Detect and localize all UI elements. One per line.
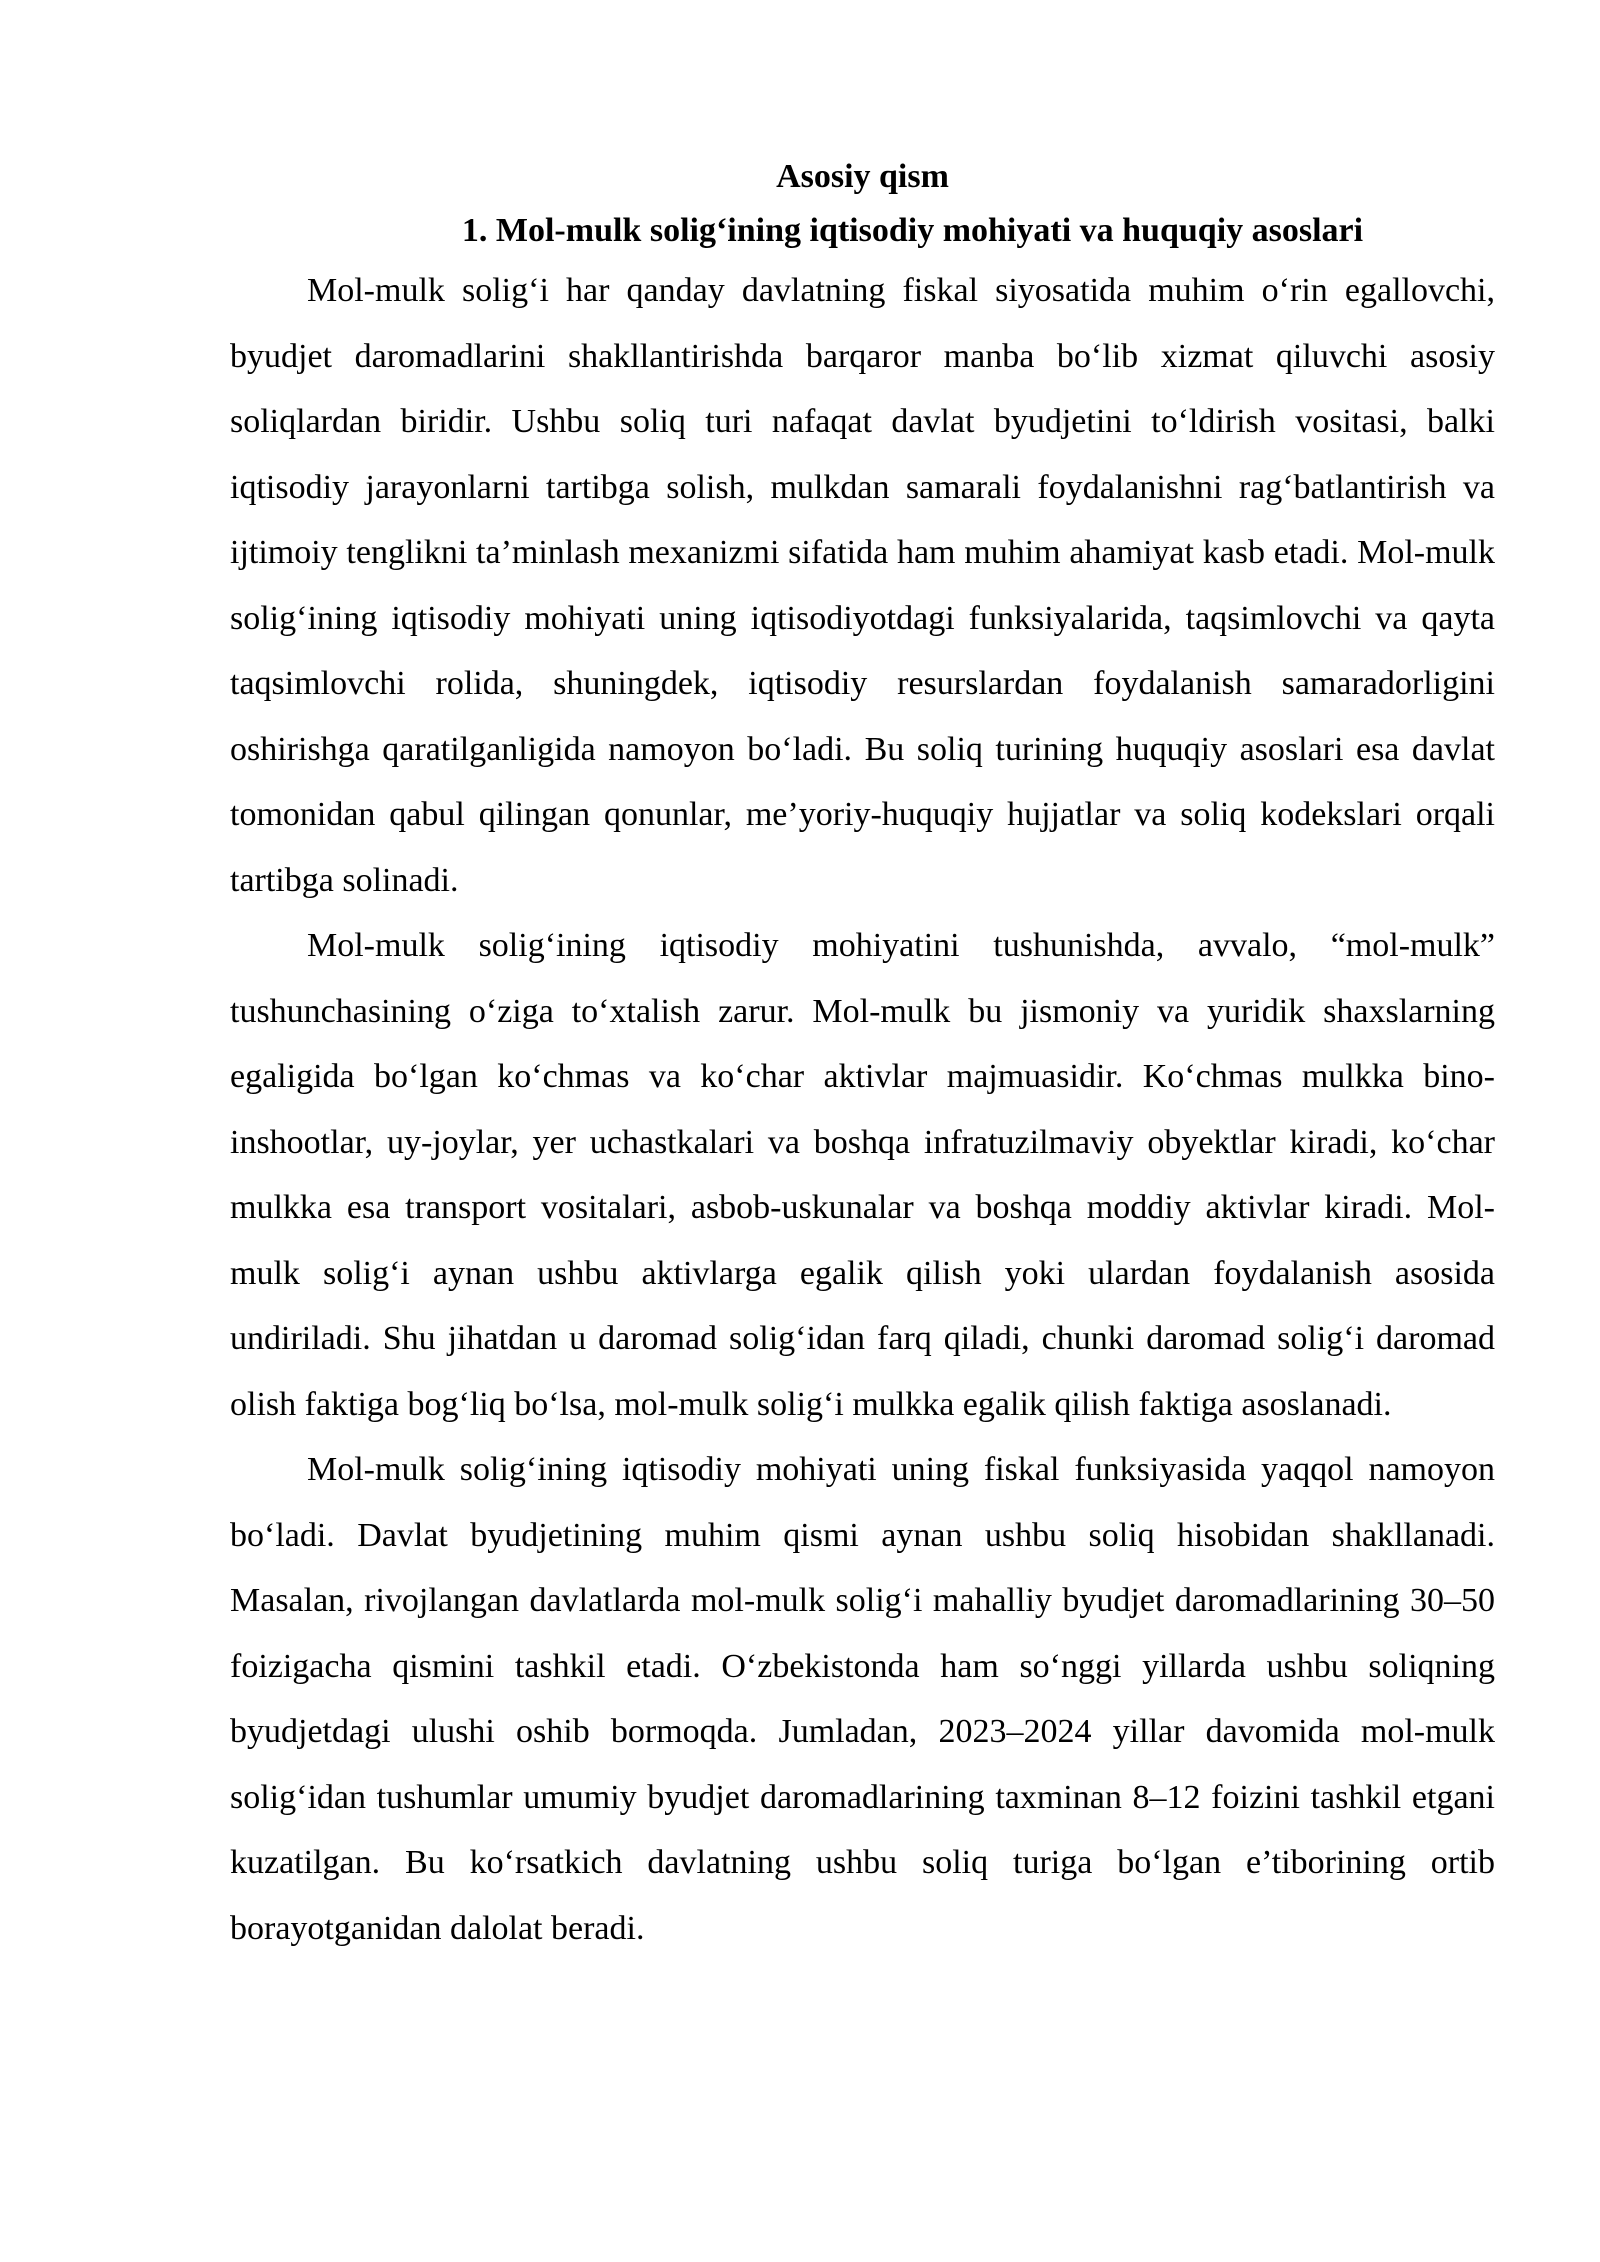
heading-block — [230, 150, 1495, 258]
paragraph-3: Mol-mulk solig‘ining iqtisodiy mohiyati uning fiskal funksiyasida yaqqol namoyon bo‘ladi. Davlat byudjetining muhim qismi aynan ushbu soliq hisobidan shakllanadi. Masalan, rivojlangan davlatlarda mol-mulk solig‘i mahalliy byudjet daromadlarining 30–50 foizigacha qismini tashkil etadi. O‘zbekistonda ham so‘nggi yillarda ushbu soliqning byudjetdagi ulushi oshib bormoqda. Jumladan, 2023–2024 yillar davomida mol-mulk solig‘idan tushumlar umumiy byudjet daromadlarining taxminan 8–12 foizini tashkil etgani kuzatilgan. Bu ko‘rsatkich davlatning ushbu soliq turiga bo‘lgan e’tiborining ortib borayotganidan dalolat beradi. — [230, 1451, 1495, 1947]
section-title: 1. Mol-mulk solig‘ining iqtisodiy mohiyati va huquqiy asoslari — [461, 212, 1364, 249]
document-heading: Asosiy qism — [776, 158, 949, 195]
paragraph-1: Mol-mulk solig‘i har qanday davlatning fiskal siyosatida muhim o‘rin egallovchi, byudjet daromadlarini shakllantirishda barqaror manba bo‘lib xizmat qiluvchi asosiy soliqlardan biridir. Ushbu soliq turi nafaqat davlat byudjetini to‘ldirish vositasi, balki iqtisodiy jarayonlarni tartibga solish, mulkdan samarali foydalanishni rag‘batlantirish va ijtimoiy tenglikni ta’minlash mexanizmi sifatida ham muhim ahamiyat kasb etadi. Mol-mulk solig‘ining iqtisodiy mohiyati uning iqtisodiyotdagi funksiyalarida, taqsimlovchi va qayta taqsimlovchi rolida, shuningdek, iqtisodiy resurslardan foydalanish samaradorligini oshirishga qaratilganligida namoyon bo‘ladi. Bu soliq turining huquqiy asoslari esa davlat tomonidan qabul qilingan qonunlar, me’yoriy-huquqiy hujjatlar va soliq kodekslari orqali tartibga solinadi. — [230, 272, 1495, 899]
paragraph-2: Mol-mulk solig‘ining iqtisodiy mohiyatini tushunishda, avvalo, “mol-mulk” tushunchasining o‘ziga to‘xtalish zarur. Mol-mulk bu jismoniy va yuridik shaxslarning egaligida bo‘lgan ko‘chmas va ko‘char aktivlar majmuasidir. Ko‘chmas mulkka bino-inshootlar, uy-joylar, yer uchastkalari va boshqa infratuzilmaviy obyektlar kiradi, ko‘char mulkka esa transport vositalari, asbob-uskunalar va boshqa moddiy aktivlar kiradi. Mol-mulk solig‘i aynan ushbu aktivlarga egalik qilish yoki ulardan foydalanish asosida undiriladi. Shu jihatdan u daromad solig‘idan farq qiladi, chunki daromad solig‘i daromad olish faktiga bog‘liq bo‘lsa, mol-mulk solig‘i mulkka egalik qilish faktiga asoslanadi. — [230, 927, 1495, 1423]
document-page — [230, 150, 1495, 1961]
